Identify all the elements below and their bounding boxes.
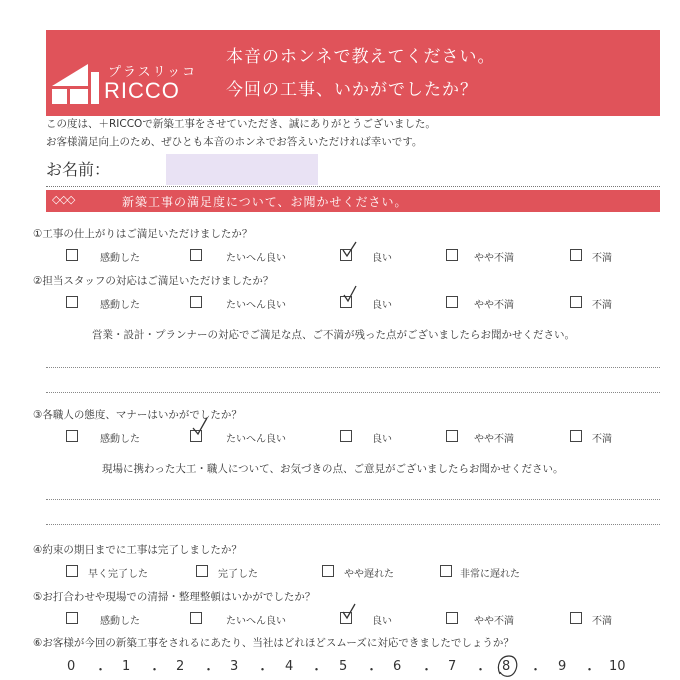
q5-option-yaya-fuman: やや不満	[474, 616, 514, 627]
ricco-logo-icon	[50, 62, 100, 106]
scale-separator: ・	[310, 663, 324, 678]
q3-checkbox-fuman[interactable]	[570, 430, 582, 442]
scale-6[interactable]: 6	[393, 659, 402, 674]
q5-option-yoi: 良い	[372, 616, 392, 627]
question-2: ②担当スタッフの対応はご満足いただけましたか？	[33, 275, 274, 287]
question-4: ④約束の期日までに工事は完了しましたか？	[33, 544, 242, 556]
name-field-redacted[interactable]	[166, 154, 318, 185]
q4-option-hayaku: 早く完了した	[88, 569, 148, 580]
q3-option-yaya-fuman: やや不満	[474, 434, 514, 445]
q1-checkbox-yaya-fuman[interactable]	[446, 249, 458, 261]
q1-checkmark-icon	[341, 242, 357, 258]
header-line-1: 本音のホンネで教えてください。	[226, 47, 496, 67]
q1-option-taihen-yoi: たいへん良い	[226, 253, 286, 264]
q2-checkmark-icon	[342, 286, 358, 302]
q1-option-yaya-fuman: やや不満	[474, 253, 514, 264]
scale-9[interactable]: 9	[558, 659, 567, 674]
scale-1[interactable]: 1	[122, 659, 131, 674]
q1-checkbox-fuman[interactable]	[570, 249, 582, 261]
q2-option-yoi: 良い	[372, 300, 392, 311]
q3-option-fuman: 不満	[592, 434, 612, 445]
q1-option-fuman: 不満	[592, 253, 612, 264]
q2-option-fuman: 不満	[592, 300, 612, 311]
intro-line-1: この度は、＋RICCOで新築工事をさせていただき、誠にありがとうございました。	[46, 118, 436, 130]
scale-7[interactable]: 7	[448, 659, 457, 674]
scale-8[interactable]: 8	[502, 659, 511, 674]
scale-separator: ・	[474, 663, 488, 678]
scale-separator: ・	[94, 663, 108, 678]
brand-name: RICCO	[104, 78, 180, 103]
brand-kana: プラスリッコ	[108, 65, 198, 80]
scale-separator: ・	[529, 663, 543, 678]
q5-checkbox-taihen-yoi[interactable]	[190, 612, 202, 624]
q2-comment-prompt: 営業・設計・プランナーの対応でご満足な点、ご不満が残った点がございましたらお聞かせください。	[92, 329, 575, 341]
q5-option-kando: 感動した	[100, 616, 140, 627]
scale-separator: ・	[148, 663, 162, 678]
q3-comment-line-2[interactable]	[46, 524, 660, 525]
q3-checkmark-icon	[191, 418, 207, 434]
q2-checkbox-kando[interactable]	[66, 296, 78, 308]
q1-option-kando: 感動した	[100, 253, 140, 264]
q2-option-kando: 感動した	[100, 300, 140, 311]
section-diamonds: ◇◇◇	[52, 193, 75, 206]
scale-separator: ・	[365, 663, 379, 678]
scale-5[interactable]: 5	[339, 659, 348, 674]
q5-checkbox-fuman[interactable]	[570, 612, 582, 624]
scale-separator: ・	[420, 663, 434, 678]
q4-checkbox-yaya-okureta[interactable]	[322, 565, 334, 577]
q4-option-kanryo: 完了した	[218, 569, 258, 580]
q3-checkbox-yaya-fuman[interactable]	[446, 430, 458, 442]
q4-checkbox-hayaku[interactable]	[66, 565, 78, 577]
scale-4[interactable]: 4	[285, 659, 294, 674]
question-1: ①工事の仕上がりはご満足いただけましたか？	[33, 228, 253, 240]
q3-checkbox-kando[interactable]	[66, 430, 78, 442]
q2-comment-line-1[interactable]	[46, 367, 660, 368]
name-underline	[46, 186, 660, 187]
q4-checkbox-kanryo[interactable]	[196, 565, 208, 577]
scale-separator: ・	[202, 663, 216, 678]
q3-option-taihen-yoi: たいへん良い	[226, 434, 286, 445]
q4-option-yaya-okureta: やや遅れた	[344, 569, 394, 580]
q1-checkbox-kando[interactable]	[66, 249, 78, 261]
scale-2[interactable]: 2	[176, 659, 185, 674]
q2-checkbox-fuman[interactable]	[570, 296, 582, 308]
scale-0[interactable]: 0	[67, 659, 76, 674]
q2-comment-line-2[interactable]	[46, 392, 660, 393]
q4-checkbox-hijo-ni-okureta[interactable]	[440, 565, 452, 577]
scale-separator: ・	[256, 663, 270, 678]
q1-option-yoi: 良い	[372, 253, 392, 264]
scale-3[interactable]: 3	[230, 659, 239, 674]
q3-comment-prompt: 現場に携わった大工・職人について、お気づきの点、ご意見がございましたらお聞かせください。	[102, 463, 564, 475]
name-label: お名前：	[46, 160, 111, 179]
question-6: ⑥お客様が今回の新築工事をされるにあたり、当社はどれほどスムーズに対応できましたでしょうか？	[33, 637, 514, 649]
section-title: 新築工事の満足度について、お聞かせください。	[122, 195, 408, 209]
q4-option-hijo-ni-okureta: 非常に遅れた	[460, 569, 520, 580]
header-line-2: 今回の工事、いかがでしたか？	[226, 80, 478, 100]
scale-separator: ・	[583, 663, 597, 678]
q5-checkbox-yaya-fuman[interactable]	[446, 612, 458, 624]
q3-option-yoi: 良い	[372, 434, 392, 445]
question-3: ③各職人の態度、マナーはいかがでしたか？	[33, 409, 242, 421]
q3-comment-line-1[interactable]	[46, 499, 660, 500]
question-5: ⑤お打合わせや現場での清掃・整理整頓はいかがでしたか？	[33, 591, 316, 603]
intro-line-2: お客様満足向上のため、ぜひとも本音のホンネでお答えいただければ幸いです。	[46, 136, 423, 148]
q5-option-taihen-yoi: たいへん良い	[226, 616, 286, 627]
q5-checkbox-kando[interactable]	[66, 612, 78, 624]
q2-option-yaya-fuman: やや不満	[474, 300, 514, 311]
q5-option-fuman: 不満	[592, 616, 612, 627]
q3-checkbox-yoi[interactable]	[340, 430, 352, 442]
q2-checkbox-yaya-fuman[interactable]	[446, 296, 458, 308]
scale-8-circled-mark-icon	[494, 652, 522, 680]
q3-option-kando: 感動した	[100, 434, 140, 445]
scale-10[interactable]: 10	[609, 659, 626, 674]
q1-checkbox-taihen-yoi[interactable]	[190, 249, 202, 261]
q5-checkmark-icon	[341, 603, 357, 619]
q2-checkbox-taihen-yoi[interactable]	[190, 296, 202, 308]
q2-option-taihen-yoi: たいへん良い	[226, 300, 286, 311]
